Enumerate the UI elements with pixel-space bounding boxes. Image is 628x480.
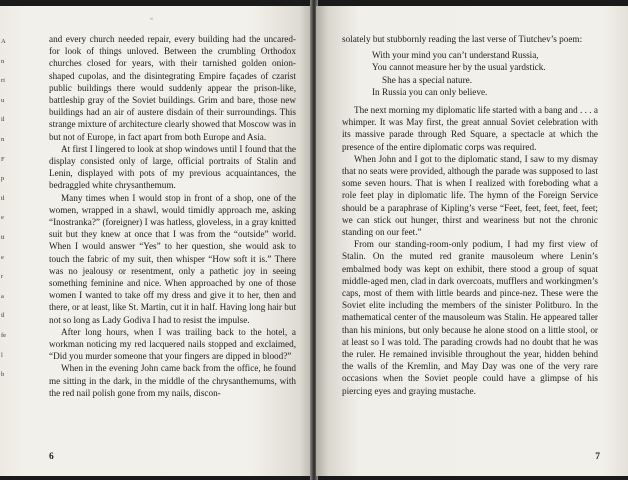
margin-char: u <box>1 96 5 104</box>
poem-line: She has a special nature. <box>382 74 473 85</box>
margin-char: fe <box>1 331 7 339</box>
paragraph: solately but stubbornly reading the last verse of Tiutchev’s poem: <box>342 34 583 44</box>
margin-char: n <box>1 135 5 143</box>
poem-line: You cannot measure her by the usual yardstick. <box>372 62 546 73</box>
margin-char: n <box>1 57 5 65</box>
left-page <box>0 6 312 476</box>
margin-char: p <box>1 175 5 183</box>
right-page <box>316 6 628 476</box>
paragraph: Many times when I would stop in front of a shop, one of the women, wrapped in a shawl, would timidly approach me, asking “Inostranka?” (foreigner) I was hatless, gloveless, in a gray knitted suit but they knew at once that I was from the “outside” world. When I would answer “Yes” to her question, she would ask to touch the fabric of my suit, then whisper “How soft it is.” There was no jealousy or resentment, only a pathetic joy in seeing something feminine and nice. When approached by one of those women I wanted to take off my dress and give it to her, then and there, or at least, like St. Martin, cut it in half. Having long hair but not so long as Lady Godiva I had to resist the impulse. <box>49 192 296 325</box>
paragraph: When in the evening John came back from the office, he found me sitting in the dark, in the middle of the chrysanthemums, with the red nail polish gone from my nails, discon- <box>49 363 296 398</box>
margin-char: b <box>1 371 5 379</box>
right-page-body <box>342 33 598 397</box>
left-page-body <box>49 33 296 399</box>
paragraph: At first I lingered to look at shop windows until I found that the display consisted only of large, official portraits of Stalin and Lenin, displayed with pots of my previous acquaintances, the bedraggled white chrysanthemum. <box>49 143 296 191</box>
margin-char: a <box>1 292 4 300</box>
margin-char: l <box>1 351 3 359</box>
page-number: 6 <box>49 452 54 462</box>
margin-char: r <box>1 273 4 281</box>
margin-char: e <box>1 253 4 261</box>
poem-line: In Russia you can only believe. <box>372 86 488 97</box>
margin-char: A <box>1 38 6 45</box>
paragraph: The next morning my diplomatic life started with a bang and . . . a whimper. It was May first, the great annual Soviet celebration with its massive parade through Red Square, a spectacle at which the presence of the entire diplomatic corps was required. <box>342 105 598 152</box>
paragraph: When John and I got to the diplomatic stand, I saw to my dismay that no seats were provided, although the parade was supposed to last some seven hours. That is when I realized with foreboding what a role feet play in diplomatic life. The hymn of the Foreign Service should be a paraphrase of Kipling’s verse “Feet, feet, feet, feet, feet; we can stick out hunger, thirst and weariness but not the chronic standing on our feet.” <box>342 153 598 238</box>
poem-line: With your mind you can’t understand Russia, <box>372 50 539 61</box>
margin-char: tl <box>1 194 5 202</box>
margin-char: il <box>1 312 5 320</box>
adjacent-page-edge-text <box>1 36 11 389</box>
margin-char: F <box>1 155 5 163</box>
margin-char: ri <box>1 77 5 85</box>
margin-char: il <box>1 116 5 124</box>
poem-block <box>372 49 598 98</box>
header-mark: « <box>150 16 153 22</box>
paragraph: After long hours, when I was trailing back to the hotel, a workman noticing my red lacquered nails stopped and exclaimed, “Did you murder someone that your fingers are dipped in blood?” <box>49 326 296 362</box>
margin-char: e <box>1 214 4 222</box>
paragraph: and every church needed repair, every building had the uncared-for look of things unloved. Between the crumbling Orthodox churches closed for years, with their tarnished golden onion-shaped cupolas, and the disintegrating Empire façades of czarist public buildings there would suddenly appear the prison-like, battleship gray of the Soviet buildings. Grim and bare, those new buildings had an air of austere disdain of their surroundings. This strange mixture of architecture clearly showed that Moscow was in but not of Europe, in fact apart from both Europe and Asia. <box>49 34 296 142</box>
page-number: 7 <box>595 452 600 462</box>
paragraph: From our standing-room-only podium, I had my first view of Stalin. On the muted red granite mausoleum where Lenin’s embalmed body was kept on exhibit, there stood a group of squat middle-aged men, clad in dark overcoats, mufflers and workingmen’s caps, most of them with little beards and pince-nez. These were the Soviet elite including the members of the sinister Politburo. In the mathematical center of the mausoleum was Stalin. He appeared taller than his minions, but only because he alone stood on a little stool, or at least so I was told. The parading crowds had no doubt that he was the ruler. He remained invisible throughout the year, hidden behind the walls of the Kremlin, and May Day was one of the very rare occasions when the Soviet people could have a glimpse of his piercing eyes and graying mustache. <box>342 239 598 396</box>
margin-char: ti <box>1 233 5 241</box>
